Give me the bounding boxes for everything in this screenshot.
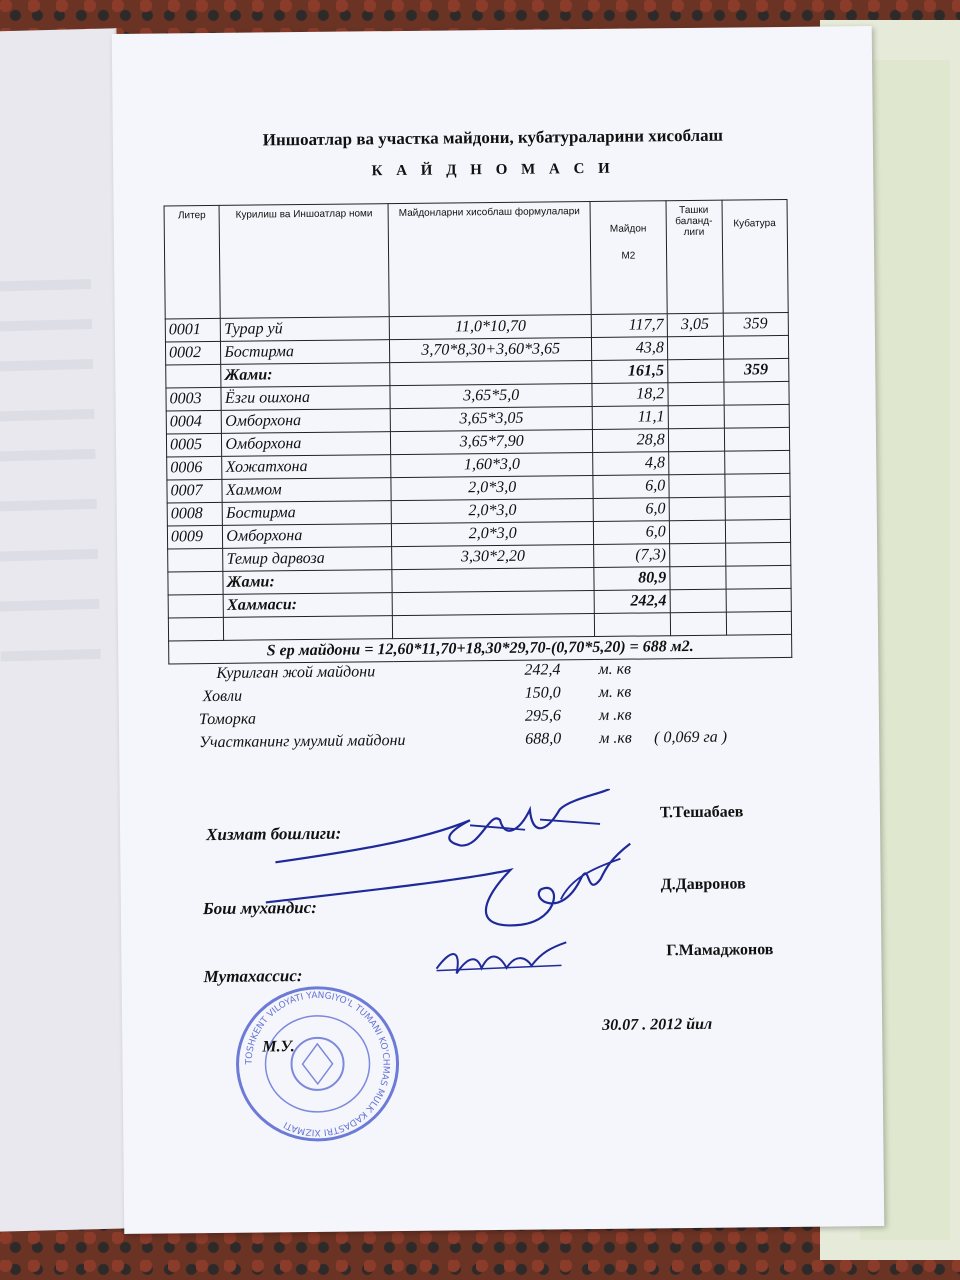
cell-liter: 0006	[167, 456, 223, 480]
cell-formula	[390, 361, 592, 386]
cell-liter: 0004	[166, 410, 222, 434]
cell-liter: 0008	[167, 502, 223, 526]
cell-name: Турар уй	[221, 317, 390, 342]
signature-role-3: Мутахассис:	[203, 966, 303, 987]
cell-liter	[166, 364, 222, 388]
cell-area: 80,9	[594, 567, 670, 591]
cell-height	[668, 405, 724, 429]
cell-volume	[724, 427, 790, 451]
header-height: Ташки баланд-лиги	[666, 200, 723, 314]
header-formula: Майдонларни хисоблаш формулалари	[388, 202, 591, 317]
signature-role-1: Хизмат бошлиги:	[206, 823, 342, 845]
summary-label: Томорка	[198, 710, 257, 729]
cell-formula: 3,65*7,90	[391, 430, 593, 455]
cell-volume	[725, 496, 791, 520]
signature-name-2: Д.Давронов	[660, 875, 746, 894]
cell-liter: 0007	[167, 479, 223, 503]
cell-formula: 3,65*3,05	[391, 407, 593, 432]
cell-height	[669, 520, 725, 544]
cell-name: Темир дарвоза	[223, 547, 392, 572]
cell-volume	[724, 450, 790, 474]
cell-formula: 11,0*10,70	[390, 315, 592, 340]
cell-area: 117,7	[591, 314, 667, 338]
cell-formula	[393, 590, 595, 615]
cell-name	[224, 616, 393, 641]
cell-area: 11,1	[592, 406, 668, 430]
cell-volume	[725, 565, 791, 589]
summary-label: Курилган жой майдони	[216, 663, 376, 682]
summary-unit: м. кв	[598, 660, 632, 678]
cell-height	[667, 359, 723, 383]
cell-volume: 359	[723, 312, 789, 336]
signature-name-3: Г.Мамаджонов	[666, 941, 774, 960]
cell-liter	[168, 571, 224, 595]
summary-value: 688,0	[525, 730, 562, 748]
cell-area	[594, 613, 670, 637]
cell-name: Жами:	[221, 363, 390, 388]
cell-volume	[726, 611, 792, 635]
cell-name: Бостирма	[221, 340, 390, 365]
cell-formula: 1,60*3,0	[391, 452, 593, 477]
summary-unit: м .кв	[598, 706, 632, 724]
cell-name: Жами:	[223, 570, 392, 595]
summary-extra: ( 0,069 га )	[654, 728, 728, 747]
cell-liter: 0002	[165, 341, 221, 365]
cell-name: Омборхона	[223, 524, 392, 549]
cell-height	[667, 336, 723, 360]
header-liter: Литер	[164, 205, 221, 319]
cell-volume	[723, 335, 789, 359]
summary-label: Участканинг умумий майдони	[199, 731, 406, 752]
cell-area: 18,2	[592, 383, 668, 407]
cell-name: Омборхона	[222, 409, 391, 434]
summary-value: 150,0	[524, 684, 561, 702]
signature-name-1: Т.Тешабаев	[659, 803, 744, 822]
summary-value: 242,4	[524, 661, 561, 679]
cell-liter	[168, 548, 224, 572]
summary-unit: м .кв	[599, 729, 632, 747]
header-area-unit: М2	[621, 250, 636, 262]
summary-label: Ховли	[202, 687, 243, 706]
cell-volume	[725, 519, 791, 543]
document-page	[112, 26, 885, 1234]
cell-height	[668, 428, 724, 452]
cell-area: 6,0	[593, 475, 669, 499]
cell-area: 242,4	[594, 590, 670, 614]
table-header-row	[164, 199, 788, 319]
cell-volume: 359	[723, 358, 789, 382]
cell-liter: 0003	[166, 387, 222, 411]
cell-formula: 2,0*3,0	[391, 475, 593, 500]
cell-formula	[393, 613, 595, 638]
table-body	[165, 312, 791, 641]
cell-height	[669, 474, 725, 498]
document-title: Иншоатлар ва участка майдони, кубатураларини хисоблаш	[262, 125, 724, 150]
header-name: Курилиш ва Иншоатлар номи	[219, 204, 389, 319]
area-summary	[198, 659, 819, 757]
cell-area: 43,8	[591, 337, 667, 361]
cell-formula: 3,65*5,0	[390, 384, 592, 409]
cell-height	[669, 497, 725, 521]
cell-area: 6,0	[593, 498, 669, 522]
cell-liter	[168, 617, 224, 641]
cell-name: Хаммаси:	[223, 593, 392, 618]
header-area-label: Майдон	[609, 223, 647, 235]
summary-unit: м. кв	[598, 683, 632, 701]
cell-name: Бостирма	[223, 501, 392, 526]
cell-name: Хожатхона	[222, 455, 391, 480]
cell-height	[669, 543, 725, 567]
signature-2-handwriting	[260, 839, 641, 953]
seal-label: М.У.	[262, 1038, 295, 1056]
cell-height	[668, 451, 724, 475]
document-subtitle: К А Й Д Н О М А С И	[371, 160, 615, 180]
summary-value: 295,6	[524, 707, 561, 725]
cell-formula	[392, 567, 594, 592]
cell-formula: 2,0*3,0	[392, 498, 594, 523]
cell-formula: 3,30*2,20	[392, 544, 594, 569]
cell-name: Хаммом	[222, 478, 391, 503]
cell-area: 6,0	[593, 521, 669, 545]
cell-volume	[725, 542, 791, 566]
official-stamp	[232, 983, 404, 1145]
cell-volume	[724, 404, 790, 428]
stamp-text: TOSHKENT VILOYATI YANGIYO'L TUMANI KO'CHMAS MULK KADASTRI XIZMATI	[244, 990, 391, 1137]
cell-area: 4,8	[593, 452, 669, 476]
cell-volume	[723, 381, 789, 405]
calculation-table	[164, 199, 793, 665]
cell-volume	[726, 588, 792, 612]
cell-height	[670, 589, 726, 613]
cell-liter	[168, 594, 224, 618]
cell-height	[670, 566, 726, 590]
cell-height: 3,05	[667, 313, 723, 337]
cell-area: 28,8	[592, 429, 668, 453]
header-volume: Кубатура	[722, 199, 789, 313]
cell-formula: 2,0*3,0	[392, 521, 594, 546]
document-date: 30.07 . 2012 йил	[602, 1015, 713, 1034]
header-area	[590, 201, 667, 315]
cell-liter: 0009	[167, 525, 223, 549]
signature-3-handwriting	[431, 937, 572, 988]
cell-area: (7,3)	[594, 544, 670, 568]
cell-name: Омборхона	[222, 432, 391, 457]
cell-liter: 0005	[166, 433, 222, 457]
cell-height	[668, 382, 724, 406]
cell-height	[670, 612, 726, 636]
cell-liter: 0001	[165, 318, 221, 342]
signature-role-2: Бош мухандис:	[202, 897, 317, 919]
cell-formula: 3,70*8,30+3,60*3,65	[390, 338, 592, 363]
cell-name: Ёзги ошхона	[221, 386, 390, 411]
cell-volume	[724, 473, 790, 497]
cell-area: 161,5	[592, 360, 668, 384]
land-area-formula: S ер майдони = 12,60*11,70+18,30*29,70-(0,70*5,20) = 688 м2.	[169, 634, 792, 664]
